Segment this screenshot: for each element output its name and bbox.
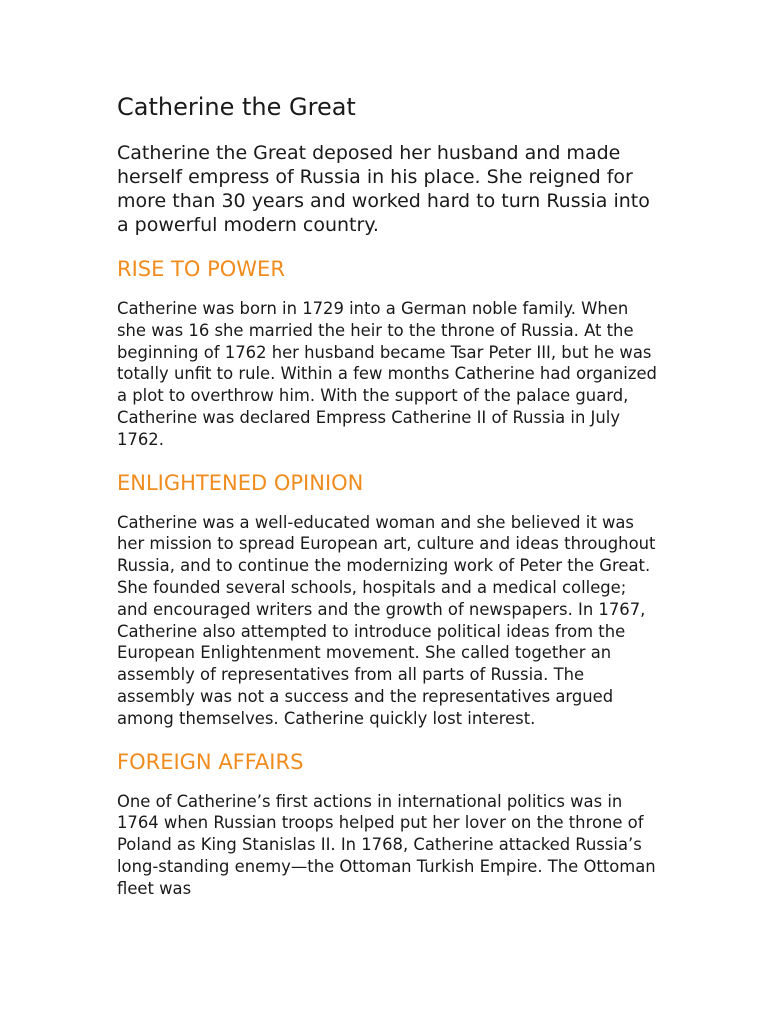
section-paragraph: One of Catherine’s first actions in international politics was in 1764 when Russian troops helped put her lover on the throne of Poland as King Stanislas II. In 1768, Catherine attacked Russia’s long-standing enemy—the Ottoman Turkish Empire. The Ottoman fleet was [117,791,656,898]
section-heading: RISE TO POWER [117,257,285,281]
document-page [117,91,657,900]
section-heading: ENLIGHTENED OPINION [117,470,364,495]
section-heading: FOREIGN AFFAIRS [117,749,304,774]
page-title: Catherine the Great [117,93,356,121]
section-paragraph: Catherine was a well-educated woman and she believed it was her mission to spread European art, culture and ideas throughout Russia, and to continue the modernizing work of Peter the Great. She founded several schools, hospitals and a medical college; and encouraged writers and the growth of newspapers. In 1767, Catherine also attempted to introduce political ideas from the European Enlightenment movement. She called together an assembly of representatives from all parts of Russia. The assembly was not a success and the representatives argued among themselves. Catherine quickly lost interest. [117,512,656,728]
section-rise-to-power [117,254,657,451]
section-foreign-affairs [117,747,657,900]
intro-paragraph: Catherine the Great deposed her husband and made herself empress of Russia in his place. She reigned for more than 30 years and worked hard to turn Russia into a powerful modern country. [117,142,650,236]
section-enlightened-opinion [117,468,657,730]
section-paragraph: Catherine was born in 1729 into a German noble family. When she was 16 she married the heir to the throne of Russia. At the beginning of 1762 her husband became Tsar Peter III, but he was totally unfit to rule. Within a few months Catherine had organized a plot to overthrow him. With the support of the palace guard, Catherine was declared Empress Catherine II of Russia in July 1762. [117,299,657,449]
